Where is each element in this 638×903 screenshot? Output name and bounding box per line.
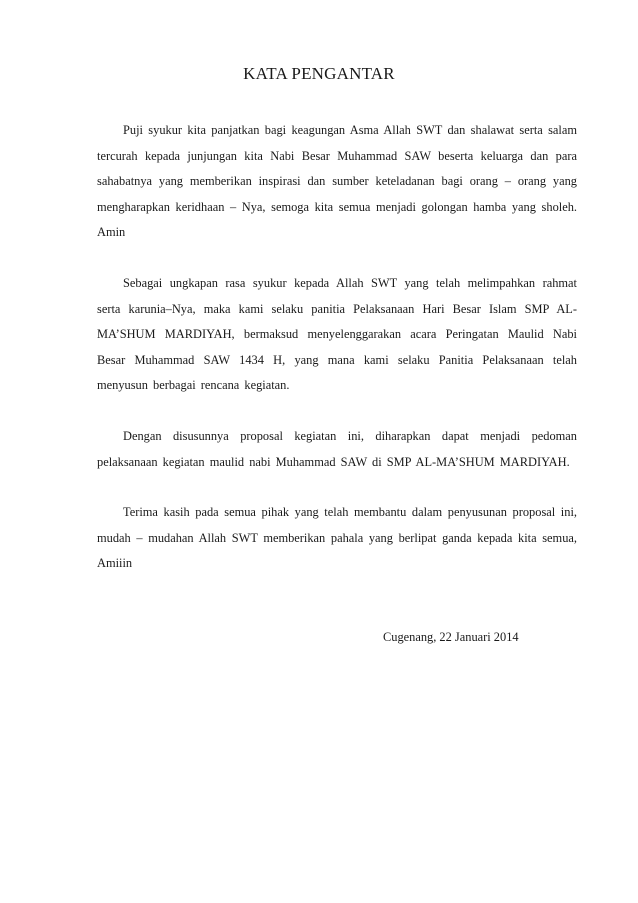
page-title: KATA PENGANTAR — [243, 64, 395, 83]
paragraph-proposal-purpose: Dengan disusunnya proposal kegiatan ini, diharapkan dapat menjadi pedoman pelaksanaan kegiatan maulid nabi Muhammad SAW di SMP AL-MA’SHUM MARDIYAH. — [97, 428, 577, 469]
document-body — [97, 118, 577, 602]
place-date: Cugenang, 22 Januari 2014 — [383, 630, 519, 644]
paragraph-thanks: Terima kasih pada semua pihak yang telah membantu dalam penyusunan proposal ini, mudah – mudahan Allah SWT memberikan pahala yang berlipat ganda kepada kita semua, Amiiin — [97, 505, 577, 571]
paragraph-opening-prayer: Puji syukur kita panjatkan bagi keagungan Asma Allah SWT dan shalawat serta salam tercurah kepada junjungan kita Nabi Besar Muhammad SAW beserta keluarga dan para sahabatnya yang memberikan inspirasi dan sumber keteladanan bagi orang – orang yang mengharapkan keridhaan – Nya, semoga kita semua menjadi golongan hamba yang sholeh. Amin — [97, 123, 577, 240]
paragraph-event-intent: Sebagai ungkapan rasa syukur kepada Allah SWT yang telah melimpahkan rahmat serta karunia–Nya, maka kami selaku panitia Pelaksanaan Hari Besar Islam SMP AL-MA’SHUM MARDIYAH, bermaksud menyelenggarakan acara Peringatan Maulid Nabi Besar Muhammad SAW 1434 H, yang mana kami selaku Panitia Pelaksanaan telah menyusun berbagai rencana kegiatan. — [97, 275, 577, 393]
